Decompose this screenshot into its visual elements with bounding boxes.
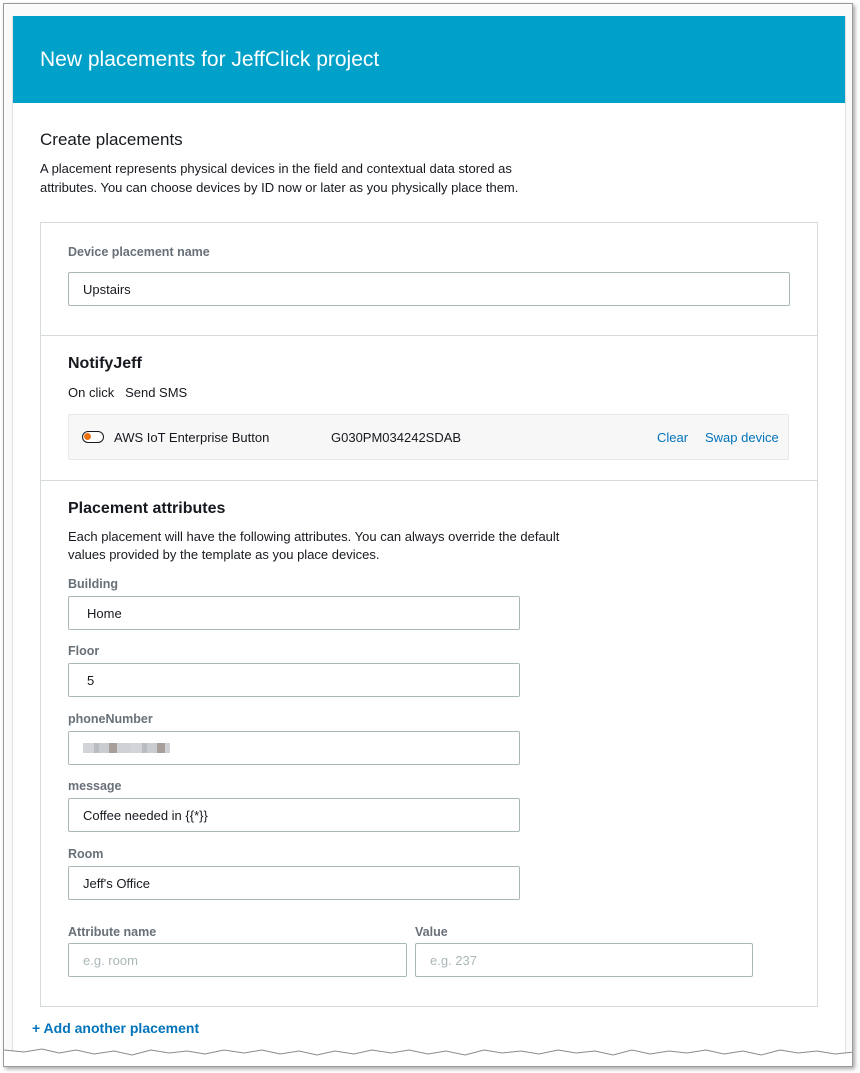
attributes-section [41,481,817,1005]
attr-input-message[interactable] [68,798,520,832]
placement-name-value: Upstairs [83,281,131,297]
new-attribute-value-input[interactable] [415,943,753,977]
create-placements-description: A placement represents physical devices in the field and contextual data stored as attributes. You can choose devices by ID now or later as you physically place them. [40,161,519,195]
modal-title: New placements for JeffClick project [40,47,380,71]
attr-value-floor: 5 [87,672,95,688]
new-attribute-value-label: Value [415,925,448,939]
device-template-name: NotifyJeff [68,355,142,372]
device-id: G030PM034242SDAB [331,430,462,445]
attr-input-floor[interactable] [68,663,520,697]
screenshot-frame [3,3,853,1067]
attr-value-building: Home [87,605,122,621]
redacted-phone-value [83,743,170,753]
torn-edge-decoration [4,1044,853,1066]
attr-value-message: Coffee needed in {{*}} [83,807,208,823]
attributes-description: Each placement will have the following attributes. You can always override the default values provided by the template as you place devices. [68,529,560,562]
create-placements-title: Create placements [40,130,183,149]
new-attribute-value-placeholder: e.g. 237 [430,952,477,968]
placement-name-label: Device placement name [68,245,210,259]
swap-device-link[interactable]: Swap device [705,430,779,445]
attributes-title: Placement attributes [68,500,226,517]
device-type: AWS IoT Enterprise Button [114,430,270,445]
placement-card [40,222,818,1007]
clear-device-link[interactable]: Clear [657,430,689,445]
new-attribute-name-label: Attribute name [68,925,157,939]
attr-label-phone: phoneNumber [68,712,153,726]
attr-input-room[interactable] [68,866,520,900]
attr-value-room: Jeff's Office [83,875,151,891]
attr-label-building: Building [68,577,118,591]
attr-input-building[interactable] [68,596,520,630]
modal-header [13,16,845,103]
device-action-label: On click [68,385,115,400]
new-attribute-name-placeholder: e.g. room [83,952,138,968]
new-attribute-name-input[interactable] [68,943,407,977]
device-action-value: Send SMS [125,385,188,400]
placement-modal [12,16,846,1067]
device-row [68,414,789,460]
placement-name-input[interactable] [68,272,790,306]
attr-label-room: Room [68,847,104,861]
placement-name-section [41,223,817,336]
attr-label-message: message [68,779,122,793]
device-template-section [41,336,817,481]
add-another-placement-link[interactable]: + Add another placement [32,1020,200,1036]
attr-label-floor: Floor [68,644,100,658]
device-action [68,385,187,400]
button-device-icon [82,431,104,443]
attr-input-phone[interactable] [68,731,520,765]
